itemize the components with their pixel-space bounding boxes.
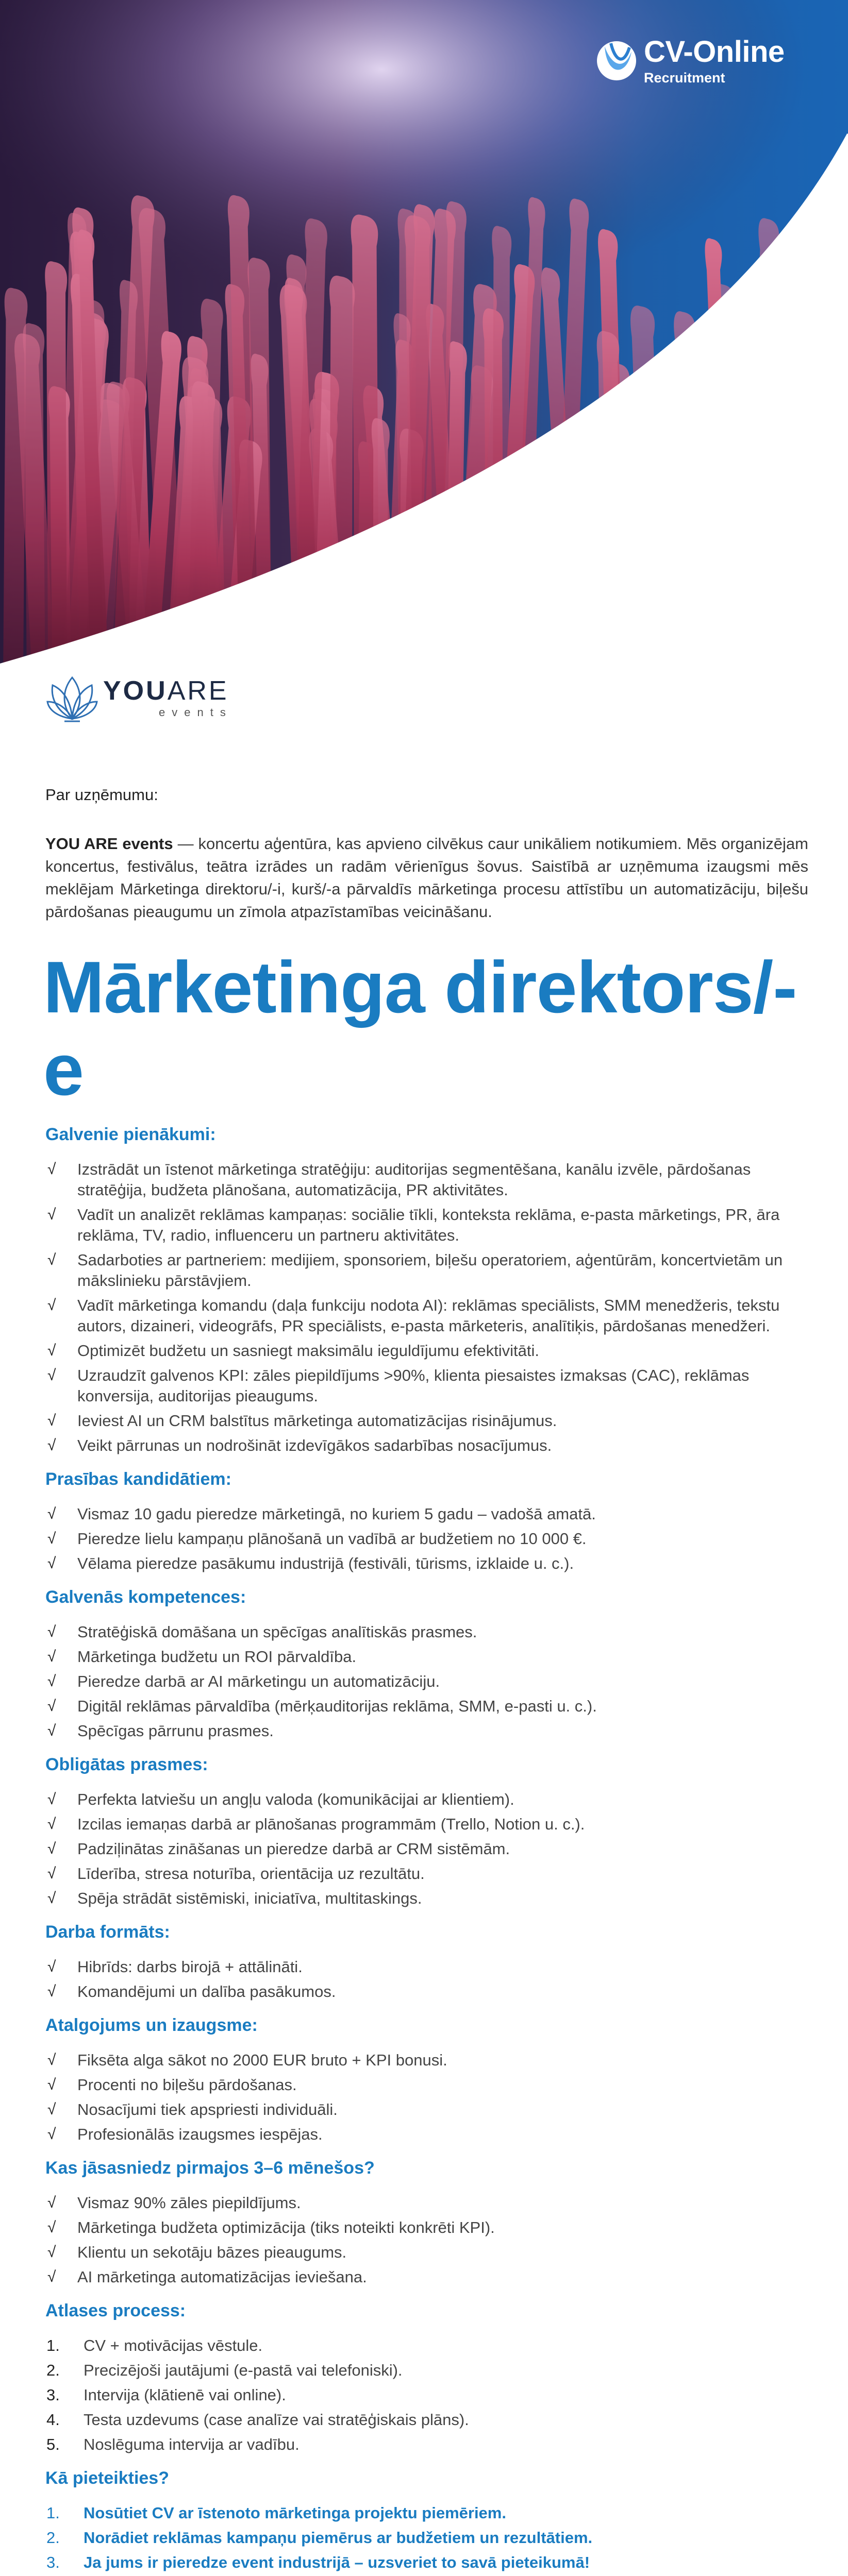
list-item [45, 1504, 808, 1524]
raised-hand [711, 316, 734, 665]
list-item [45, 1435, 808, 1456]
section-6 [45, 2015, 808, 2145]
raised-hand [768, 279, 789, 665]
raised-hand [45, 261, 67, 665]
list-item [45, 1814, 808, 1835]
checkmark-icon: √ [47, 1816, 56, 1833]
raised-hand [329, 276, 355, 665]
list-item [45, 1671, 808, 1692]
job-ad-content [45, 786, 808, 2576]
raised-hand [743, 402, 782, 665]
list-item-text: Vismaz 10 gadu pieredze mārketingā, no kuriem 5 gadu – vadošā amatā. [77, 1505, 596, 1523]
raised-hand [794, 313, 823, 665]
step-text: Intervija (klātienē vai online). [84, 2386, 286, 2404]
apply-list [45, 2503, 808, 2573]
step-number: 3. [46, 2553, 60, 2571]
checkmark-icon: √ [47, 1840, 56, 1857]
list-item [45, 1888, 808, 1909]
checklist [45, 2050, 808, 2145]
section-4 [45, 1755, 808, 1909]
section-apply [45, 2468, 808, 2573]
list-item [45, 2385, 808, 2405]
list-item-text: Pieredze darbā ar AI mārketingu un automatizāciju. [77, 1672, 440, 1690]
job-title: Mārketinga direktors/-e [43, 946, 797, 1111]
list-item [45, 2410, 808, 2430]
recruiter-name: CV-Online [644, 35, 785, 69]
list-item-text: Mārketinga budžetu un ROI pārvaldība. [77, 1648, 357, 1666]
list-item-text: Sadarboties ar partneriem: medijiem, sponsoriem, biļešu operatoriem, aģentūrām, koncertvietām un mākslinieku pārstāvjiem. [77, 1251, 783, 1290]
checkmark-icon: √ [47, 2076, 56, 2093]
list-item [45, 1863, 808, 1884]
list-item-text: AI mārketinga automatizācijas ieviešana. [77, 2268, 367, 2286]
checkmark-icon: √ [47, 1505, 56, 1522]
list-item-text: Spēcīgas pārrunu prasmes. [77, 1722, 274, 1740]
list-item [45, 1529, 808, 1549]
about-heading: Par uzņēmumu: [45, 786, 158, 804]
logo-word-events: events [159, 706, 232, 719]
list-item-text: Pieredze lielu kampaņu plānošanā un vadībā ar budžetiem no 10 000 €. [77, 1530, 587, 1548]
step-number: 2. [46, 2529, 60, 2547]
raised-hand [776, 434, 812, 665]
raised-hand [797, 365, 823, 665]
checkmark-icon: √ [47, 2219, 56, 2236]
checkmark-icon: √ [47, 2101, 56, 2118]
checkmark-icon: √ [47, 1722, 56, 1739]
raised-hand [562, 443, 592, 665]
list-item-text: Izcilas iemaņas darbā ar plānošanas programmām (Trello, Notion u. c.). [77, 1815, 585, 1833]
raised-hand [741, 218, 779, 665]
checkmark-icon: √ [47, 1342, 56, 1359]
raised-hand [492, 226, 511, 665]
section-5 [45, 1922, 808, 2002]
section-heading: Atlases process: [45, 2301, 186, 2320]
recruiter-subtitle: Recruitment [644, 70, 725, 86]
checkmark-icon: √ [47, 2268, 56, 2285]
list-item-text: Nosacījumi tiek apspriesti individuāli. [77, 2100, 338, 2119]
about-text: — koncertu aģentūra, kas apvieno cilvēkus caur unikāliem notikumiem. Mēs organizējam koncertus, festivālus, teātra izrādes un radām vērienīgus šovus. Saistībā ar uzņēmuma izaugsmi mēs meklējam Mārketinga direktoru/-i, kurš/-a pārvaldīs mārketinga procesu attīstību un automatizāciju, biļešu pārdošanas pieaugumu un zīmola atpazīstamības veicināšanu. [45, 835, 808, 921]
step-number: 1. [46, 2336, 60, 2354]
raised-hand [777, 355, 807, 665]
list-item-text: Fiksēta alga sākot no 2000 EUR bruto + KPI bonusi. [77, 2051, 447, 2069]
list-item [45, 2099, 808, 2120]
list-item [45, 1159, 808, 1200]
list-item-text: Līderība, stresa noturība, orientācija uz rezultātu. [77, 1865, 425, 1883]
section-7 [45, 2158, 808, 2287]
checklist [45, 1622, 808, 1741]
list-item [45, 2193, 808, 2213]
step-text: Nosūtiet CV ar īstenoto mārketinga projektu piemēriem. [84, 2504, 506, 2522]
process-list [45, 2335, 808, 2455]
raised-hand [636, 378, 658, 665]
hero-banner [0, 0, 848, 665]
requirements-sections [45, 1125, 808, 2287]
section-heading: Kā pieteikties? [45, 2468, 169, 2488]
raised-hand [707, 342, 739, 665]
list-item-text: Izstrādāt un īstenot mārketinga stratēģiju: auditorijas segmentēšana, kanālu izvēle, pārdošanas stratēģija, budžeta plānošana, automatizācija, PR aktivitātes. [77, 1160, 751, 1199]
list-item-text: Vadīt un analizēt reklāmas kampaņas: sociālie tīkli, konteksta reklāma, e-pasta mārketings, PR, āra reklāma, TV, radio, influenceru un partneru aktivitātes. [77, 1206, 780, 1244]
logo-word-are: ARE [167, 676, 229, 706]
step-number: 3. [46, 2386, 60, 2404]
section-heading: Obligātas prasmes: [45, 1755, 208, 1774]
list-item [45, 2434, 808, 2455]
list-item-text: Komandējumi un dalība pasākumos. [77, 1982, 336, 2001]
checklist [45, 1789, 808, 1909]
raised-hand [762, 401, 801, 665]
list-item-text: Mārketinga budžeta optimizācija (tiks noteikti konkrēti KPI). [77, 2218, 495, 2236]
list-item [45, 1365, 808, 1406]
raised-hand [681, 388, 722, 665]
raised-hand [601, 363, 630, 665]
step-number: 4. [46, 2411, 60, 2429]
cv-online-mark-icon [595, 36, 638, 83]
section-process [45, 2301, 808, 2455]
section-heading: Kas jāsasniedz pirmajos 3–6 mēnešos? [45, 2158, 375, 2178]
step-number: 5. [46, 2435, 60, 2453]
list-item [45, 2242, 808, 2263]
list-item [45, 2267, 808, 2287]
step-text: Precizējoši jautājumi (e-pastā vai telefoniski). [84, 2361, 403, 2379]
section-3 [45, 1587, 808, 1741]
section-heading: Galvenie pienākumi: [45, 1125, 216, 1144]
checklist [45, 1504, 808, 1574]
checkmark-icon: √ [47, 1648, 56, 1665]
list-item-text: Stratēģiskā domāšana un spēcīgas analītiskās prasmes. [77, 1623, 477, 1641]
checkmark-icon: √ [47, 1890, 56, 1907]
checkmark-icon: √ [47, 2194, 56, 2211]
cv-online-logo [595, 36, 785, 86]
checklist [45, 2193, 808, 2287]
checkmark-icon: √ [47, 1412, 56, 1429]
raised-hand [717, 368, 746, 665]
step-text: CV + motivācijas vēstule. [84, 2336, 263, 2354]
checkmark-icon: √ [47, 1555, 56, 1572]
list-item [45, 1341, 808, 1361]
step-number: 2. [46, 2361, 60, 2379]
raised-hand [705, 284, 735, 665]
checkmark-icon: √ [47, 1698, 56, 1715]
step-text: Ja jums ir pieredze event industrijā – uzsveriet to savā pieteikumā! [84, 2553, 590, 2571]
section-heading: Darba formāts: [45, 1922, 170, 1942]
list-item [45, 1411, 808, 1431]
list-item [45, 2335, 808, 2356]
company-name: YOU ARE events [45, 835, 173, 853]
raised-hand [372, 418, 390, 665]
list-item [45, 1981, 808, 2002]
list-item [45, 2503, 808, 2523]
section-heading: Galvenās kompetences: [45, 1587, 246, 1607]
section-1 [45, 1125, 808, 1456]
checkmark-icon: √ [47, 1251, 56, 1268]
raised-hand [712, 302, 742, 665]
step-number: 1. [46, 2504, 60, 2522]
about-paragraph [45, 833, 808, 923]
raised-hand [707, 381, 728, 665]
checklist [45, 1159, 808, 1456]
raised-hand [733, 335, 764, 665]
list-item-text: Padziļinātas zināšanas un pieredze darbā ar CRM sistēmām. [77, 1840, 510, 1858]
checkmark-icon: √ [47, 1673, 56, 1690]
list-item [45, 1721, 808, 1741]
list-item-text: Veikt pārrunas un nodrošināt izdevīgākos sadarbības nosacījumus. [77, 1436, 552, 1454]
list-item [45, 1789, 808, 1810]
list-item [45, 1839, 808, 1859]
section-heading: Prasības kandidātiem: [45, 1469, 231, 1489]
list-item [45, 1647, 808, 1667]
list-item-text: Hibrīds: darbs birojā + attālināti. [77, 1958, 303, 1976]
checkmark-icon: √ [47, 1958, 56, 1975]
raised-hand [664, 311, 695, 665]
list-item [45, 2528, 808, 2548]
concert-crowd-image [0, 0, 848, 665]
raised-hand [740, 311, 767, 665]
checklist [45, 1957, 808, 2002]
lotus-mark-icon [46, 670, 98, 726]
checkmark-icon: √ [47, 1623, 56, 1640]
checkmark-icon: √ [47, 1367, 56, 1384]
checkmark-icon: √ [47, 1530, 56, 1547]
list-item [45, 2124, 808, 2145]
list-item-text: Uzraudzīt galvenos KPI: zāles piepildījums >90%, klienta piesaistes izmaksas (CAC), reklāmas konversija, auditorijas pieaugums. [77, 1366, 750, 1405]
checkmark-icon: √ [47, 2244, 56, 2261]
list-item [45, 1205, 808, 1246]
section-heading: Atalgojums un izaugsme: [45, 2015, 258, 2035]
section-2 [45, 1469, 808, 1574]
list-item-text: Optimizēt budžetu un sasniegt maksimālu ieguldījumu efektivitāti. [77, 1342, 539, 1360]
list-item [45, 1696, 808, 1717]
list-item-text: Ieviest AI un CRM balstītus mārketinga automatizācijas risinājumus. [77, 1412, 557, 1430]
list-item [45, 2552, 808, 2573]
list-item-text: Procenti no biļešu pārdošanas. [77, 2076, 297, 2094]
checkmark-icon: √ [47, 2126, 56, 2143]
list-item-text: Vadīt mārketinga komandu (daļa funkciju nodota AI): reklāmas speciālists, SMM menedžeris, tekstu autors, dizaineri, videogrāfs, PR speciālists, e-pasta mārketeris, analītiķis, pārdošanas menedžeri. [77, 1296, 780, 1335]
checkmark-icon: √ [47, 1437, 56, 1454]
checkmark-icon: √ [47, 1206, 56, 1223]
list-item [45, 1250, 808, 1291]
list-item [45, 1622, 808, 1642]
list-item-text: Digitāl reklāmas pārvaldība (mērķauditorijas reklāma, SMM, e-pasti u. c.). [77, 1697, 597, 1715]
step-text: Noslēguma intervija ar vadību. [84, 2435, 300, 2453]
list-item [45, 1553, 808, 1574]
list-item [45, 2360, 808, 2381]
checkmark-icon: √ [47, 1865, 56, 1882]
logo-word-you: YOU [103, 676, 168, 706]
checkmark-icon: √ [47, 1983, 56, 2000]
raised-hand [705, 238, 736, 665]
you-are-events-logo [46, 670, 232, 726]
step-text: Testa uzdevums (case analīze vai stratēģiskais plāns). [84, 2411, 469, 2429]
checkmark-icon: √ [47, 2052, 56, 2069]
list-item-text: Perfekta latviešu un angļu valoda (komunikācijai ar klientiem). [77, 1790, 514, 1808]
list-item [45, 1957, 808, 1977]
checkmark-icon: √ [47, 1161, 56, 1178]
list-item-text: Spēja strādāt sistēmiski, iniciatīva, multitaskings. [77, 1889, 422, 1907]
list-item [45, 2217, 808, 2238]
list-item-text: Klientu un sekotāju bāzes pieaugums. [77, 2243, 347, 2261]
list-item [45, 2050, 808, 2071]
list-item-text: Profesionālās izaugsmes iespējas. [77, 2125, 323, 2143]
checkmark-icon: √ [47, 1791, 56, 1808]
checkmark-icon: √ [47, 1297, 56, 1314]
list-item [45, 2075, 808, 2095]
list-item-text: Vēlama pieredze pasākumu industrijā (festivāli, tūrisms, izklaide u. c.). [77, 1554, 574, 1572]
step-text: Norādiet reklāmas kampaņu piemērus ar budžetiem un rezultātiem. [84, 2529, 593, 2547]
list-item-text: Vismaz 90% zāles piepildījums. [77, 2194, 301, 2212]
list-item [45, 1295, 808, 1336]
raised-hand [630, 306, 666, 665]
raised-hand [794, 199, 822, 665]
